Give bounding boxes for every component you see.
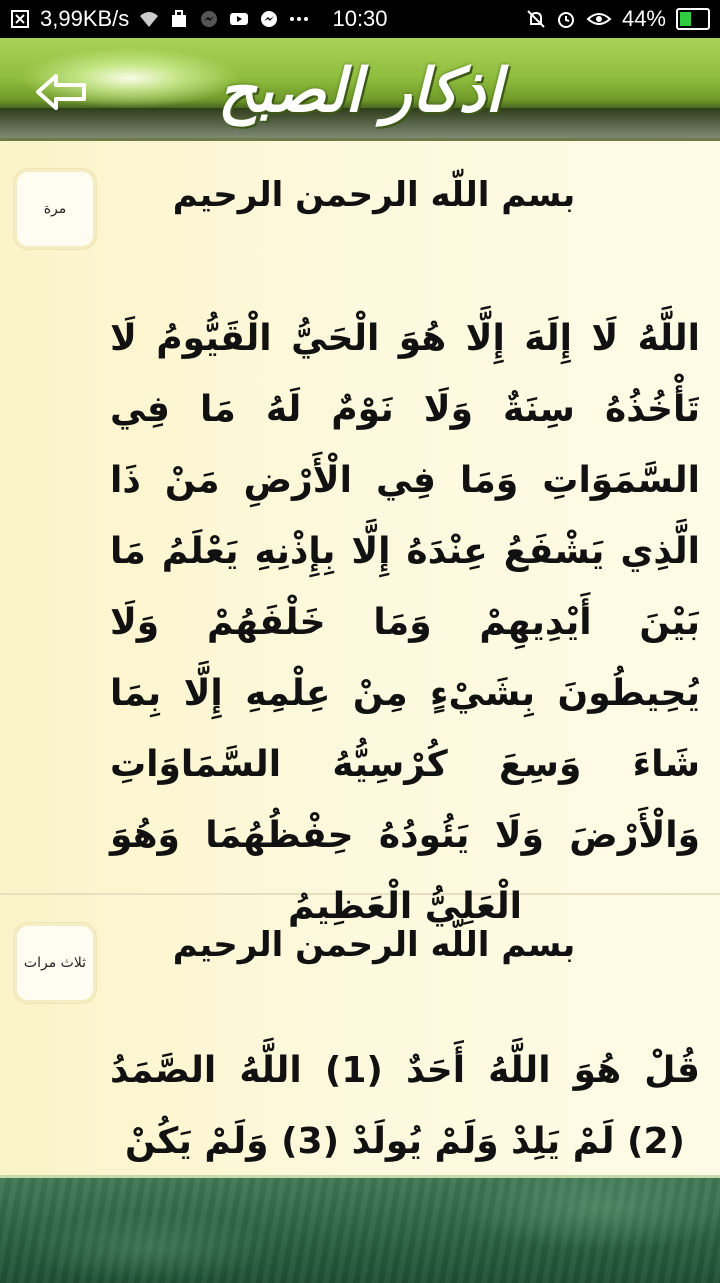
repeat-count-label: مرة	[43, 201, 67, 217]
repeat-count-label: ثلاث مرات	[23, 955, 87, 971]
app-header	[0, 38, 720, 141]
dhikr-text: قُلْ هُوَ اللَّهُ أَحَدٌ (1) اللَّهُ الصَّمَدُ (2) لَمْ يَلِدْ وَلَمْ يُولَدْ (3) وَلَمْ يَكُنْ	[110, 1050, 700, 1162]
status-time: 10:30	[332, 6, 388, 31]
battery-icon	[676, 8, 710, 30]
dhikr-text: اللَّهُ لَا إِلَهَ إِلَّا هُوَ الْحَيُّ الْقَيُّومُ لَا تَأْخُذُهُ سِنَةٌ وَلَا نَوْمٌ لَهُ مَا فِي السَّمَوَاتِ وَمَا فِي الْأَرْضِ مَنْ ذَا الَّذِي يَشْفَعُ عِنْدَهُ إِلَّا بِإِذْنِهِ يَعْلَمُ مَا بَيْنَ أَيْدِيهِمْ وَمَا خَلْفَهُمْ وَلَا يُحِيطُونَ بِشَيْءٍ مِنْ عِلْمِهِ إِلَّا بِمَا شَاءَ وَسِعَ كُرْسِيُّهُ السَّمَاوَاتِ وَالْأَرْضَ وَلَا يَئُودُهُ حِفْظُهُمَا وَهُوَ الْعَلِيُّ الْعَظِيمُ	[110, 318, 700, 927]
battery-percent: 44%	[621, 6, 666, 31]
dhikr-card	[0, 141, 720, 927]
basmala: بسم اللّه الرحمن الرحيم	[172, 925, 576, 965]
status-bar	[0, 0, 720, 38]
page-title: اذكار الصبح	[218, 56, 502, 126]
mute-icon	[526, 9, 546, 29]
arrow-left-icon[interactable]	[34, 72, 88, 112]
status-right	[526, 0, 710, 38]
repeat-count-button[interactable]	[14, 923, 96, 1003]
network-speed: 3,99KB/s	[40, 6, 130, 31]
eye-icon	[586, 9, 612, 29]
repeat-count-button[interactable]	[14, 169, 96, 249]
alarm-icon	[556, 9, 576, 29]
footer-banner	[0, 1175, 720, 1283]
basmala: بسم اللّه الرحمن الرحيم	[172, 175, 576, 215]
dhikr-card	[0, 895, 720, 1175]
adhkar-list[interactable]	[0, 141, 720, 1175]
